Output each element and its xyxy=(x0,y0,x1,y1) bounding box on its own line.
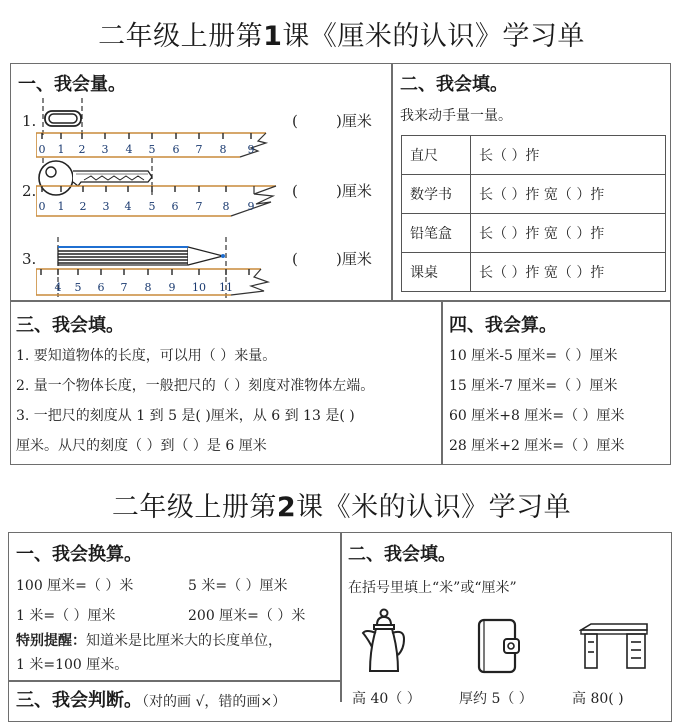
tip-label: 特别提醒： xyxy=(16,633,86,649)
table-cell-fill[interactable]: 长（ ）拃 宽（ ）拃 xyxy=(471,214,666,253)
svg-text:3: 3 xyxy=(102,200,110,213)
svg-text:2: 2 xyxy=(79,200,87,213)
section-title-judge: 三、我会判断。 xyxy=(16,690,142,711)
table-row xyxy=(402,175,666,214)
svg-text:7: 7 xyxy=(120,281,128,294)
svg-text:4: 4 xyxy=(54,281,62,294)
convert-question[interactable]: 5 米=（ ）厘米 xyxy=(188,578,288,594)
svg-text:8: 8 xyxy=(144,281,152,294)
tip-text: 特别提醒：知道米是比厘米大的长度单位， xyxy=(16,633,282,649)
item-number: 3. xyxy=(22,250,37,268)
calc-question[interactable]: 28 厘米+2 厘米=（ ）厘米 xyxy=(449,438,625,454)
answer-blank[interactable]: ( )厘米 xyxy=(292,250,372,268)
svg-text:8: 8 xyxy=(219,143,227,156)
item-number: 1. xyxy=(22,112,37,130)
divider xyxy=(391,63,393,301)
svg-text:5: 5 xyxy=(148,143,156,156)
desk-icon xyxy=(579,622,649,672)
svg-text:7: 7 xyxy=(195,143,203,156)
fill-unit-question[interactable]: 高 40（ ） xyxy=(352,691,421,707)
calc-question[interactable]: 60 厘米+8 厘米=（ ）厘米 xyxy=(449,408,625,424)
fill-question[interactable]: 2. 量一个物体长度，一般把尺的（ ）刻度对准物体左端。 xyxy=(16,378,375,394)
table-cell-item: 课桌 xyxy=(402,253,471,292)
tip-text-2: 1 米=100 厘米。 xyxy=(16,657,129,673)
svg-text:5: 5 xyxy=(148,200,156,213)
table-row xyxy=(402,253,666,292)
svg-text:9: 9 xyxy=(247,143,255,156)
divider xyxy=(340,532,342,702)
svg-text:5: 5 xyxy=(74,281,82,294)
pencil-ruler-figure xyxy=(36,237,276,299)
table-cell-fill[interactable]: 长（ ）拃 宽（ ）拃 xyxy=(471,253,666,292)
wallet-icon xyxy=(476,617,522,675)
divider xyxy=(10,300,671,302)
key-ruler-figure xyxy=(36,158,286,230)
svg-text:0: 0 xyxy=(38,200,46,213)
section-title-fill-2: 三、我会填。 xyxy=(16,315,124,336)
table-cell-item: 铅笔盒 xyxy=(402,214,471,253)
section-title-measure: 一、我会量。 xyxy=(18,74,126,95)
svg-text:2: 2 xyxy=(78,143,86,156)
judge-section-header xyxy=(16,686,286,712)
section-title-fill: 二、我会填。 xyxy=(400,74,508,95)
svg-text:1: 1 xyxy=(57,143,65,156)
table-row xyxy=(402,136,666,175)
measure-table xyxy=(401,135,666,292)
section-intro: 在括号里填上“米”或“厘米” xyxy=(348,580,517,596)
svg-text:11: 11 xyxy=(219,281,233,294)
fill-question[interactable]: 3. 一把尺的刻度从 1 到 5 是( )厘米，从 6 到 13 是( ) xyxy=(16,408,355,424)
fill-question[interactable]: 厘米。从尺的刻度（ ）到（ ）是 6 厘米 xyxy=(16,438,267,454)
section-title-convert: 一、我会换算。 xyxy=(16,544,142,565)
lesson1-title: 二年级上册第1课《厘米的认识》学习单 xyxy=(98,21,585,52)
item-number: 2. xyxy=(22,182,37,200)
svg-text:9: 9 xyxy=(247,200,255,213)
fill-unit-question[interactable]: 厚约 5（ ） xyxy=(459,691,533,707)
svg-text:0: 0 xyxy=(38,143,46,156)
lesson2-title: 二年级上册第2课《米的认识》学习单 xyxy=(111,492,572,523)
svg-text:7: 7 xyxy=(195,200,203,213)
calc-question[interactable]: 15 厘米-7 厘米=（ ）厘米 xyxy=(449,378,618,394)
convert-question[interactable]: 1 米=（ ）厘米 xyxy=(16,608,116,624)
paperclip-ruler-figure xyxy=(36,98,276,160)
table-cell-fill[interactable]: 长（ ）拃 xyxy=(471,136,666,175)
fill-question[interactable]: 1. 要知道物体的长度，可以用（ ）来量。 xyxy=(16,348,277,364)
section-intro: 我来动手量一量。 xyxy=(400,108,512,124)
table-row xyxy=(402,214,666,253)
svg-text:10: 10 xyxy=(192,281,206,294)
answer-blank[interactable]: ( )厘米 xyxy=(292,182,372,200)
svg-text:1: 1 xyxy=(57,200,65,213)
calc-question[interactable]: 10 厘米-5 厘米=（ ）厘米 xyxy=(449,348,618,364)
svg-text:9: 9 xyxy=(168,281,176,294)
convert-question[interactable]: 100 厘米=（ ）米 xyxy=(16,578,134,594)
table-cell-item: 直尺 xyxy=(402,136,471,175)
svg-text:4: 4 xyxy=(124,200,132,213)
section-title-fill-units: 二、我会填。 xyxy=(348,544,456,565)
convert-question[interactable]: 200 厘米=（ ）米 xyxy=(188,608,306,624)
answer-blank[interactable]: ( )厘米 xyxy=(292,112,372,130)
divider xyxy=(441,300,443,465)
section-note: （对的画 √，错的画×） xyxy=(142,694,287,710)
svg-text:3: 3 xyxy=(101,143,109,156)
table-cell-item: 数学书 xyxy=(402,175,471,214)
svg-text:6: 6 xyxy=(171,200,179,213)
section-title-calc: 四、我会算。 xyxy=(449,315,557,336)
divider xyxy=(8,680,341,682)
svg-text:6: 6 xyxy=(97,281,105,294)
fill-unit-question[interactable]: 高 80( ) xyxy=(572,691,624,707)
svg-text:8: 8 xyxy=(222,200,230,213)
teapot-icon xyxy=(360,607,408,675)
svg-text:6: 6 xyxy=(172,143,180,156)
table-cell-fill[interactable]: 长（ ）拃 宽（ ）拃 xyxy=(471,175,666,214)
svg-text:4: 4 xyxy=(125,143,133,156)
